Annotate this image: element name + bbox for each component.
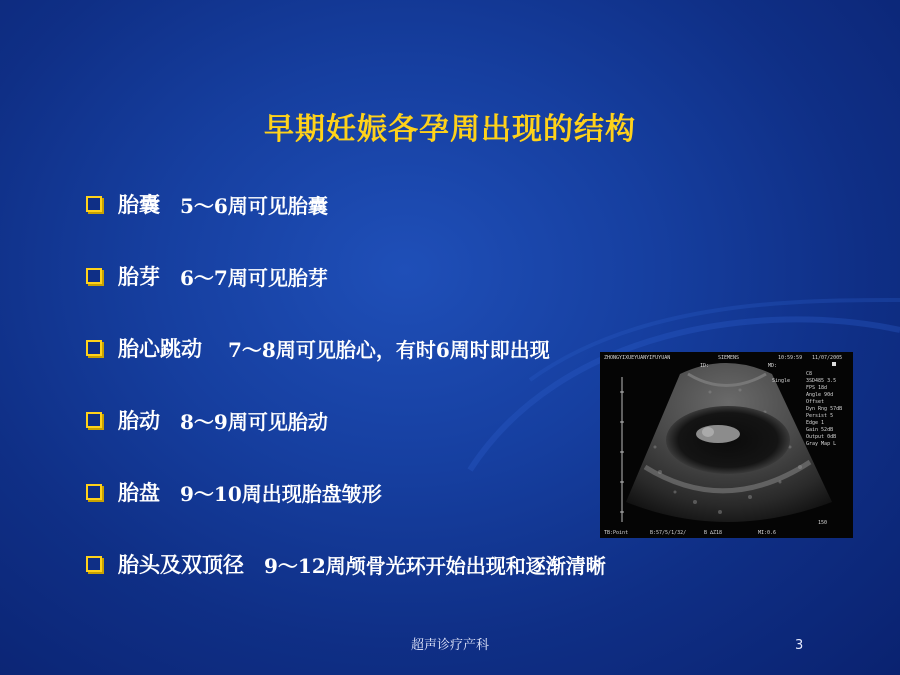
image-param: Offset <box>806 399 825 405</box>
ultrasound-image <box>600 352 853 538</box>
image-param: Dyn Rng 57dB <box>806 406 843 412</box>
image-header-time: 10:59:59 <box>778 355 803 361</box>
bullet-term: 胎囊 <box>118 193 160 217</box>
bullet-term: 胎芽 <box>118 265 160 289</box>
bullet-item <box>86 184 328 224</box>
image-footer-mid: B:57/5/1/32/ <box>650 530 687 536</box>
image-param: C8 <box>806 371 813 377</box>
checkbox-bullet-icon <box>86 484 102 500</box>
image-param: Persist 5 <box>806 413 834 419</box>
image-id-label: ID: <box>700 363 710 369</box>
bullet-desc: 9～12周颅骨光环开始出现和逐渐清晰 <box>264 553 606 578</box>
bullet-desc: 8～9周可见胎动 <box>180 409 328 434</box>
image-footer-mi: MI:0.6 <box>758 530 777 536</box>
image-param: Gain 52dB <box>806 427 834 433</box>
image-param: Gray Map L <box>806 441 837 447</box>
image-header-date: 11/07/2005 <box>812 355 843 361</box>
image-param: Edge 1 <box>806 420 825 426</box>
bullet-term: 胎心跳动 <box>118 337 202 361</box>
bullet-term: 胎盘 <box>118 481 160 505</box>
bullet-item <box>86 544 606 584</box>
checkbox-bullet-icon <box>86 412 102 428</box>
image-depth-mark: 150 <box>818 520 828 526</box>
slide-title: 早期妊娠各孕周出现的结构 <box>264 112 636 147</box>
image-header-left: ZHONGYIXUEYUANYIFUYUAN <box>604 355 671 361</box>
image-param: Angle 90d <box>806 392 834 398</box>
checkbox-bullet-icon <box>86 340 102 356</box>
bullet-item <box>86 400 328 440</box>
footer-department: 超声诊疗产科 <box>410 638 489 653</box>
checkbox-bullet-icon <box>86 556 102 572</box>
bullet-term: 胎头及双顶径 <box>118 553 244 577</box>
bullet-desc: 6～7周可见胎芽 <box>180 265 328 290</box>
bullet-desc: 5～6周可见胎囊 <box>180 193 328 218</box>
bullet-desc: 7～8周可见胎心，有时6周时即出现 <box>228 337 550 362</box>
page-number: 3 <box>795 638 804 653</box>
bullet-item <box>86 328 550 368</box>
image-footer-left: TB:Point <box>604 530 629 536</box>
image-mode-label: Single <box>772 378 791 384</box>
bullet-desc: 9～10周出现胎盘皱形 <box>180 481 382 506</box>
checkbox-bullet-icon <box>86 268 102 284</box>
image-footer-zoom: B ∆Z18 <box>704 530 723 536</box>
image-param: 3SD485 3.5 <box>806 378 837 384</box>
bullet-term: 胎动 <box>118 409 160 433</box>
bullet-item <box>86 472 382 512</box>
bullet-item <box>86 256 328 296</box>
image-md-label: MD: <box>768 363 778 369</box>
checkbox-bullet-icon <box>86 196 102 212</box>
image-header-brand: SIEMENS <box>718 355 740 361</box>
image-param: Output 0dB <box>806 434 837 440</box>
image-param: FPS 18d <box>806 385 828 391</box>
